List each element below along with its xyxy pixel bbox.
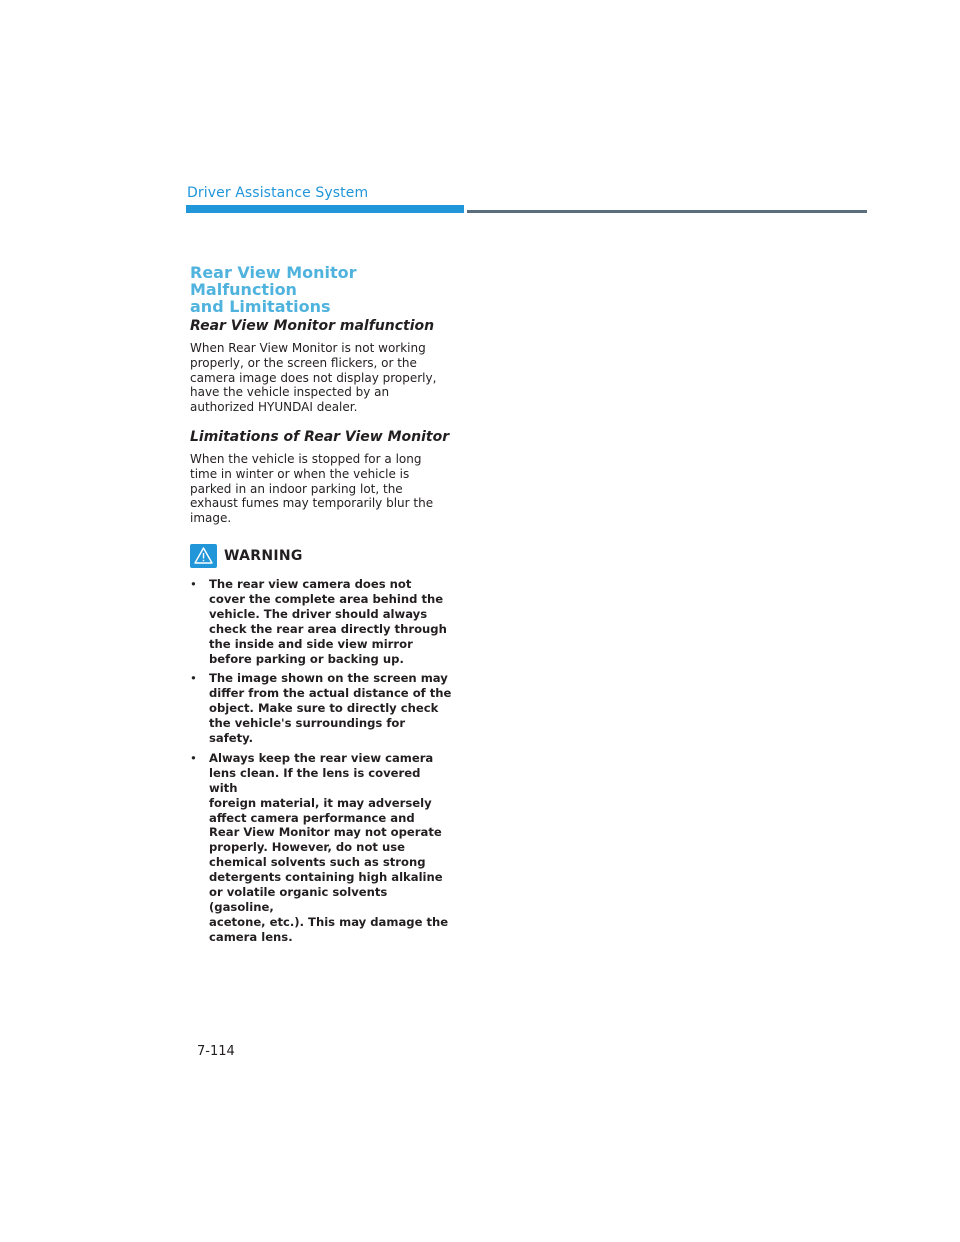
text-line: affect camera performance and [209,810,415,825]
text-line: time in winter or when the vehicle is [190,466,410,481]
bullet: • [190,671,197,686]
text-line: object. Make sure to directly check [209,701,439,716]
text-line: vehicle. The driver should always [209,606,428,621]
bullet: • [190,576,197,591]
warning-header [190,544,452,568]
header-rule-dark [467,210,867,213]
text-line: exhaust fumes may temporarily blur the [190,496,434,511]
text-line: differ from the actual distance of the [209,686,452,701]
text-line: cover the complete area behind the [209,591,444,606]
text-line: camera image does not display properly, [190,370,437,385]
text-line: authorized HYUNDAI dealer. [190,400,358,415]
warning-item [190,577,452,666]
section-title [190,264,452,315]
malfunction-heading: Rear View Monitor malfunction [190,318,435,334]
limitations-heading: Limitations of Rear View Monitor [190,428,450,445]
malfunction-paragraph [190,341,452,415]
section-title-line: and Limitations [190,297,331,316]
text-line: the vehicle's surroundings for safety. [209,716,406,746]
text-line: Always keep the rear view camera [209,750,434,765]
header-rule-accent [186,205,464,213]
page-number: 7-114 [197,1044,235,1059]
warning-item [190,671,452,746]
text-line: properly. However, do not use [209,840,405,855]
warning-triangle-icon [190,544,217,568]
text-line: When Rear View Monitor is not working [190,341,426,355]
text-line: lens clean. If the lens is covered with [209,765,421,795]
text-line: The rear view camera does not [209,576,412,591]
text-line: before parking or backing up. [209,651,404,666]
header-title: Driver Assistance System [187,185,369,201]
text-line: detergents containing high alkaline [209,870,443,885]
text-line: check the rear area directly through [209,621,447,636]
bullet: • [190,750,197,765]
warning-item [190,751,452,945]
text-line: The image shown on the screen may [209,671,448,686]
text-line: foreign material, it may adversely [209,795,432,810]
text-line: image. [190,511,232,526]
text-line: acetone, etc.). This may damage the [209,914,449,929]
text-line: or volatile organic solvents (gasoline, [209,885,388,914]
warning-list [190,577,452,945]
section-title-line: Rear View Monitor Malfunction [190,263,357,299]
text-line: the inside and side view mirror [209,636,413,651]
text-line: parked in an indoor parking lot, the [190,481,403,496]
content-column [190,264,452,950]
limitations-paragraph [190,452,452,526]
text-line: have the vehicle inspected by an [190,385,390,400]
warning-label: WARNING [224,547,303,564]
text-line: chemical solvents such as strong [209,855,426,870]
text-line: When the vehicle is stopped for a long [190,451,422,466]
text-line: camera lens. [209,929,293,944]
text-line: properly, or the screen flickers, or the [190,355,417,370]
text-line: Rear View Monitor may not operate [209,825,442,840]
